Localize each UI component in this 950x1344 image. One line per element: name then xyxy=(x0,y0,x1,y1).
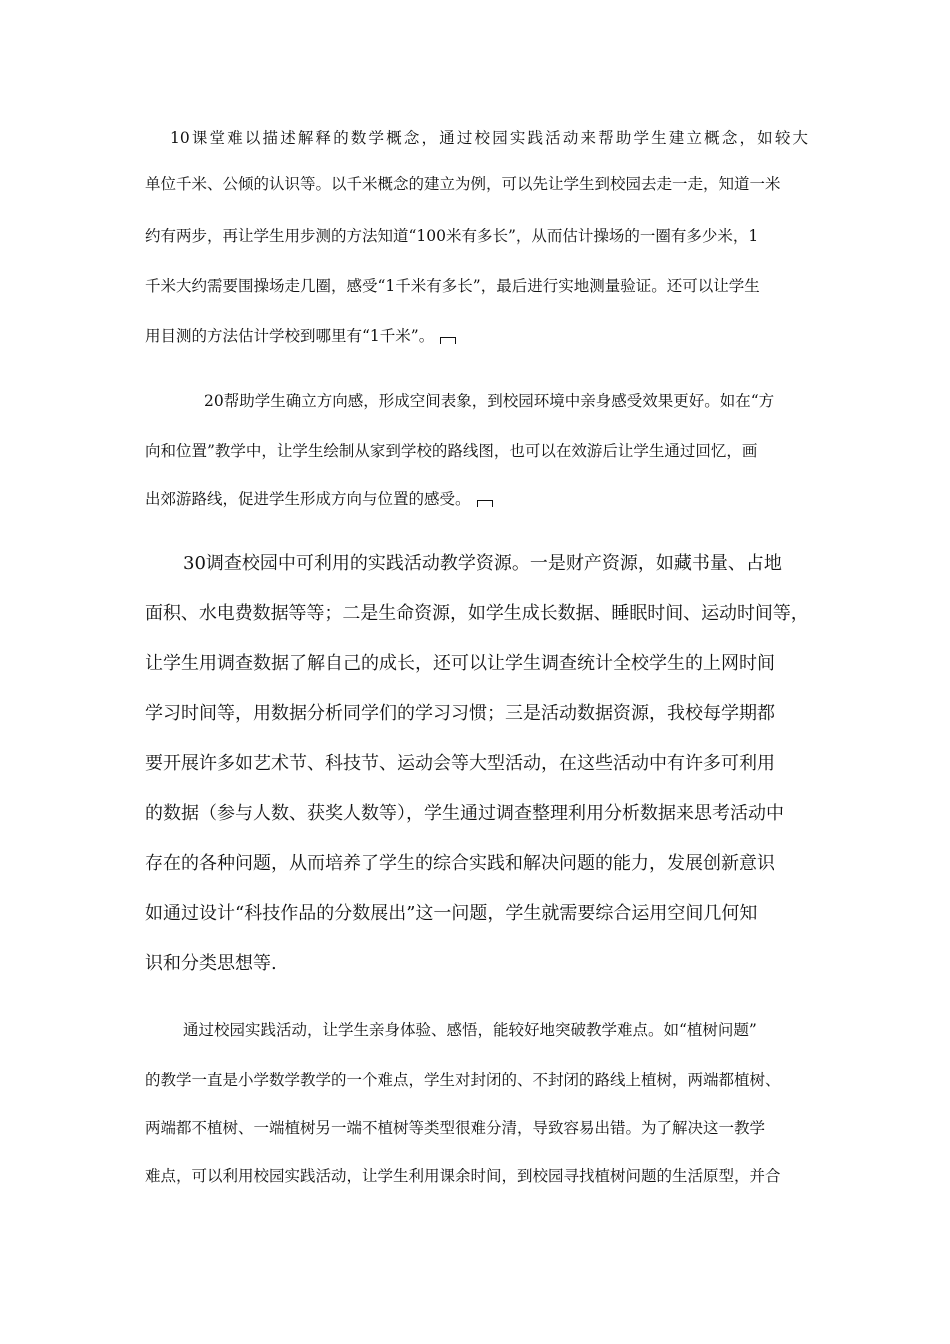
paragraph-end-mark xyxy=(477,500,493,507)
paragraph-line xyxy=(145,174,781,194)
paragraph-text: 面积、水电费数据等等；二是生命资源，如学生成长数据、睡眠时间、运动时间等， xyxy=(145,603,809,624)
paragraph-text: 约有两步，再让学生用步测的方法知道“100米有多长”，从而估计操场的一圈有多少米，1 xyxy=(145,227,759,245)
paragraph-line xyxy=(145,1166,781,1186)
paragraph-text: 如通过设计“科技作品的分数展出”这一问题，学生就需要综合运用空间几何知 xyxy=(145,903,758,924)
paragraph-text: 存在的各种问题，从而培养了学生的综合实践和解决问题的能力，发展创新意识 xyxy=(145,853,775,874)
paragraph-line xyxy=(170,128,808,148)
paragraph-line xyxy=(145,752,775,776)
paragraph-text: 30调查校园中可利用的实践活动教学资源。一是财产资源，如藏书量、占地 xyxy=(183,553,782,574)
paragraph-text: 要开展许多如艺术节、科技节、运动会等大型活动，在这些活动中有许多可利用 xyxy=(145,753,775,774)
paragraph-text: 识和分类思想等. xyxy=(145,953,277,974)
paragraph-line xyxy=(145,489,493,509)
paragraph-line xyxy=(145,441,757,461)
paragraph-text: 10课堂难以描述解释的数学概念，通过校园实践活动来帮助学生建立概念，如较大 xyxy=(170,129,808,147)
paragraph-line xyxy=(183,552,782,576)
paragraph-line xyxy=(145,652,775,676)
paragraph-text: 通过校园实践活动，让学生亲身体验、感悟，能较好地突破教学难点。如“植树问题” xyxy=(183,1021,757,1039)
paragraph-text: 的教学一直是小学数学教学的一个难点，学生对封闭的、不封闭的路线上植树，两端都植树、 xyxy=(145,1071,781,1089)
paragraph-line xyxy=(145,602,809,626)
paragraph-line xyxy=(145,1070,781,1090)
paragraph-line xyxy=(204,391,774,411)
paragraph-text: 20帮助学生确立方向感，形成空间表象，到校园环境中亲身感受效果更好。如在“方 xyxy=(204,392,775,410)
paragraph-line xyxy=(145,902,757,926)
paragraph-text: 两端都不植树、一端植树另一端不植树等类型很难分清，导致容易出错。为了解决这一教学 xyxy=(145,1119,766,1137)
paragraph-line xyxy=(145,952,277,976)
paragraph-line xyxy=(145,702,775,726)
paragraph-line xyxy=(145,802,784,826)
paragraph-text: 向和位置”教学中，让学生绘制从家到学校的路线图，也可以在效游后让学生通过回忆，画 xyxy=(145,442,758,460)
paragraph-line xyxy=(145,276,760,296)
paragraph-line xyxy=(145,326,456,346)
paragraph-text: 千米大约需要围操场走几圈，感受“1千米有多长”，最后进行实地测量验证。还可以让学生 xyxy=(145,277,760,295)
paragraph-text: 单位千米、公倾的认识等。以千米概念的建立为例，可以先让学生到校园去走一走，知道一米 xyxy=(145,175,781,193)
paragraph-line xyxy=(145,852,775,876)
paragraph-text: 的数据（参与人数、获奖人数等），学生通过调查整理利用分析数据来思考活动中 xyxy=(145,803,784,824)
paragraph-text: 出郊游路线，促进学生形成方向与位置的感受。 xyxy=(145,490,471,508)
paragraph-line xyxy=(183,1020,757,1040)
paragraph-text: 让学生用调查数据了解自己的成长，还可以让学生调查统计全校学生的上网时间 xyxy=(145,653,775,674)
paragraph-text: 用目测的方法估计学校到哪里有“1千米”。 xyxy=(145,327,435,345)
paragraph-line xyxy=(145,1118,765,1138)
paragraph-line xyxy=(145,226,758,246)
paragraph-end-mark xyxy=(440,337,456,344)
paragraph-text: 难点，可以利用校园实践活动，让学生利用课余时间，到校园寻找植树问题的生活原型，并合 xyxy=(145,1167,781,1185)
paragraph-text: 学习时间等，用数据分析同学们的学习习惯；三是活动数据资源，我校每学期都 xyxy=(145,703,775,724)
